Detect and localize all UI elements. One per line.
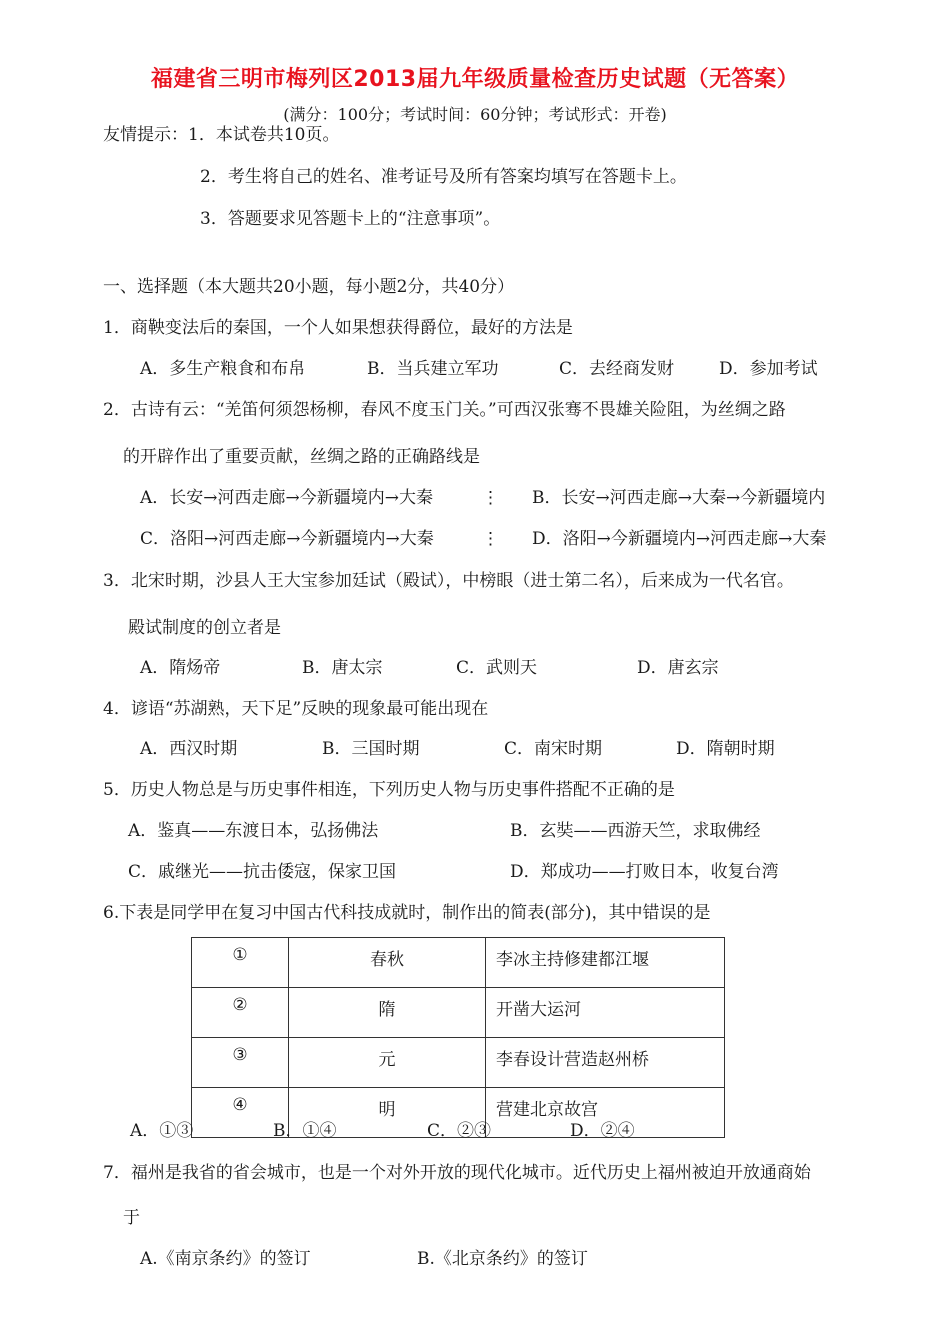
exam-subtitle: (满分：100分；考试时间：60分钟；考试形式：开卷)	[283, 105, 667, 124]
q1-stem: 1．商鞅变法后的秦国，一个人如果想获得爵位，最好的方法是	[103, 318, 573, 338]
q5-option-b: B．玄奘——西游天竺，求取佛经	[510, 821, 761, 841]
q6-option-b: B．①④	[273, 1121, 337, 1141]
q6-option-d: D．②④	[570, 1121, 635, 1141]
q2-option-c: C．洛阳→河西走廊→今新疆境内→大秦	[140, 529, 434, 549]
q7-option-b: B.《北京条约》的签订	[417, 1249, 588, 1269]
section-heading: 一、选择题（本大题共20小题，每小题2分，共40分）	[103, 277, 515, 297]
q4-option-c: C．南宋时期	[504, 739, 603, 759]
q7-stem-line2: 于	[123, 1208, 140, 1228]
q2-separator: ⋮	[482, 529, 499, 549]
q1-option-d: D．参加考试	[719, 359, 818, 379]
q4-option-d: D．隋朝时期	[676, 739, 775, 759]
q2-option-d: D．洛阳→今新疆境内→河西走廊→大秦	[532, 529, 827, 549]
q5-option-d: D．郑成功——打败日本，收复台湾	[510, 862, 779, 882]
q3-option-b: B．唐太宗	[302, 658, 383, 678]
tip-2: 2．考生将自己的姓名、准考证号及所有答案均填写在答题卡上。	[200, 167, 687, 187]
q6-stem: 6.下表是同学甲在复习中国古代科技成就时，制作出的简表(部分)，其中错误的是	[103, 903, 711, 923]
q2-stem-line1: 2．古诗有云：“羌笛何须怨杨柳，春风不度玉门关。”可西汉张骞不畏雄关险阻，为丝绸之路	[103, 400, 786, 420]
q1-option-a: A．多生产粮食和布帛	[140, 359, 306, 379]
q6-option-c: C．②③	[427, 1121, 492, 1141]
table-cell-era: 明	[289, 1088, 486, 1138]
table-cell-event: 李春设计营造赵州桥	[486, 1038, 725, 1088]
q3-stem-line2: 殿试制度的创立者是	[128, 618, 281, 638]
q4-option-a: A．西汉时期	[140, 739, 238, 759]
q3-stem-line1: 3．北宋时期，沙县人王大宝参加廷试（殿试），中榜眼（进士第二名），后来成为一代名官。	[103, 571, 794, 591]
q1-option-c: C．去经商发财	[559, 359, 675, 379]
tip-3: 3．答题要求见答题卡上的“注意事项”。	[200, 209, 501, 229]
q2-option-b: B．长安→河西走廊→大秦→今新疆境内	[532, 488, 826, 508]
q3-option-c: C．武则天	[456, 658, 538, 678]
q6-table	[191, 937, 725, 1138]
table-cell-number: ③	[192, 1038, 289, 1088]
table-row	[192, 1038, 725, 1088]
q2-option-a: A．长安→河西走廊→今新疆境内→大秦	[140, 488, 434, 508]
table-row	[192, 938, 725, 988]
table-cell-number: ④	[192, 1088, 289, 1138]
table-cell-era: 隋	[289, 988, 486, 1038]
q5-option-c: C．戚继光——抗击倭寇，保家卫国	[128, 862, 397, 882]
table-cell-event: 开凿大运河	[486, 988, 725, 1038]
table-row	[192, 988, 725, 1038]
q7-option-a: A.《南京条约》的签订	[140, 1249, 311, 1269]
q6-option-a: A．①③	[130, 1121, 194, 1141]
table-cell-event: 李冰主持修建都江堰	[486, 938, 725, 988]
q7-stem-line1: 7．福州是我省的省会城市，也是一个对外开放的现代化城市。近代历史上福州被迫开放通商始	[103, 1163, 811, 1183]
exam-title: 福建省三明市梅列区2013届九年级质量检查历史试题（无答案）	[150, 67, 800, 92]
table-cell-era: 元	[289, 1038, 486, 1088]
q5-option-a: A．鉴真——东渡日本，弘扬佛法	[128, 821, 379, 841]
q3-option-a: A．隋炀帝	[140, 658, 221, 678]
q2-separator: ⋮	[482, 488, 499, 508]
q2-stem-line2: 的开辟作出了重要贡献，丝绸之路的正确路线是	[123, 447, 480, 467]
q5-stem: 5．历史人物总是与历史事件相连，下列历史人物与历史事件搭配不正确的是	[103, 780, 675, 800]
q1-option-b: B．当兵建立军功	[367, 359, 499, 379]
tip-1: 友情提示：1．本试卷共10页。	[103, 125, 340, 145]
table-cell-number: ①	[192, 938, 289, 988]
table-cell-event: 营建北京故宫	[486, 1088, 725, 1138]
q4-option-b: B．三国时期	[322, 739, 420, 759]
q4-stem: 4．谚语“苏湖熟，天下足”反映的现象最可能出现在	[103, 699, 489, 719]
table-cell-era: 春秋	[289, 938, 486, 988]
q3-option-d: D．唐玄宗	[637, 658, 719, 678]
table-cell-number: ②	[192, 988, 289, 1038]
